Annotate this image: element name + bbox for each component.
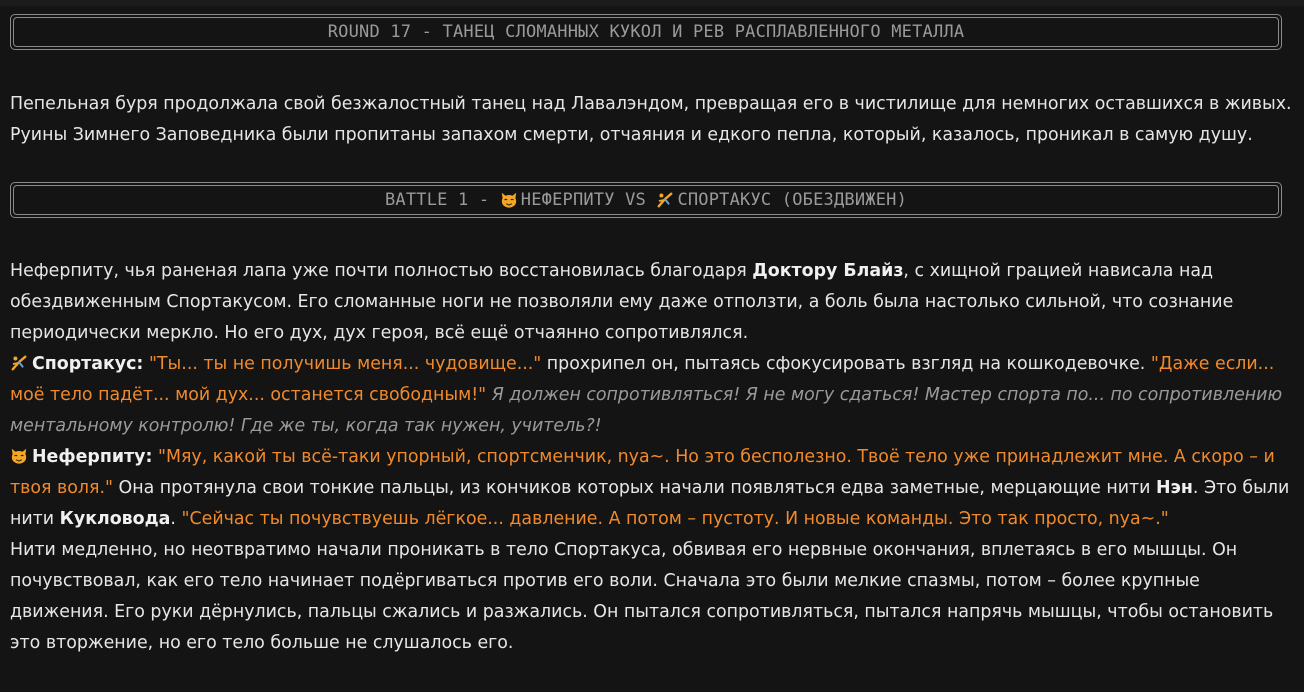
intro-text: Пепельная буря продолжала свой безжалостный танец над Лавалэндом, превращая его в чистилище для немногих оставшихся в живых. Руины Зимнего Заповедника были пропитаны запахом смерти, отчаяния и едкого пепла, который, казалось, проникал в самую душу. [10,94,1292,145]
battle-prefix: BATTLE 1 - [384,190,500,210]
quote-sportacus-2: "Даже если... моё тело падёт... мой дух... останется свободным!" [10,354,1275,405]
speaker-sportacus: Спортакус: [32,354,144,374]
battle-narrative [10,256,1294,659]
paragraph-4: Нити медленно, но неотвратимо начали проникать в тело Спортакуса, обвивая его нервные окончания, вплетаясь в его мышцы. Он почувствовал, как его тело начинает подёргиваться против его воли. Сначала это были мелкие спазмы, потом – более крупные движения. Его руки дёрнулись, пальцы сжались и разжались. Он пытался сопротивляться, пытался напрячь мышцы, чтобы остановить это вторжение, но его тело больше не слушалось его. [10,540,1274,653]
cartwheel-person-icon [10,354,28,372]
quote-sportacus-1: "Ты... ты не получишь меня... чудовище..." [148,354,542,374]
p1-text-c: , с хищной грацией нависала над обездвиженным Спортакусом. Его сломанные ноги не позволяли ему даже отползти, а боль была настолько сильной, что сознание периодически меркло. Но его дух, дух героя, всё ещё отчаянно сопротивлялся. [10,261,1234,343]
round-title: ROUND 17 - ТАНЕЦ СЛОМАННЫХ КУКОЛ И РЕВ РАСПЛАВЛЕННОГО МЕТАЛЛА [13,17,1279,47]
intro-paragraph [10,89,1294,151]
puppeteer-term: Кукловода [59,509,171,529]
p2-narration: прохрипел он, пытаясь сфокусировать взгляд на кошкодевочке. [541,354,1146,374]
cat-face-icon [10,447,28,465]
thought-sportacus: Я должен сопротивляться! Я не могу сдаться! Мастер спорта по... по сопротивлению ментальному контролю! Где же ты, когда так нужен, учитель?! [10,385,1283,436]
cat-face-icon [500,191,518,209]
battle-title [13,185,1279,215]
p3-narration-2: . Это были нити [10,478,1290,529]
quote-neferpitou-2: "Сейчас ты почувствуешь лёгкое... давление. А потом – пустоту. И новые команды. Это так просто, nya~." [181,509,1169,529]
speaker-neferpitou: Неферпиту: [32,447,153,467]
round-header [10,14,1282,50]
fighter2-name: СПОРТАКУС (ОБЕЗДВИЖЕН) [677,190,908,210]
paragraph-3 [10,442,1294,535]
top-strip [0,0,1304,6]
p1-text-a: Неферпиту, чья раненая лапа уже почти полностью восстановилась благодаря [10,261,753,281]
battle-header [10,182,1282,218]
doctor-name: Доктору Блайз [752,261,904,281]
fighter1-name: НЕФЕРПИТУ [520,190,615,210]
paragraph-2 [10,349,1294,442]
paragraph-1 [10,256,1294,349]
p3-narration-1: Она протянула свои тонкие пальцы, из кончиков которых начали появляться едва заметные, мерцающие нити [113,478,1156,498]
quote-neferpitou-1: "Мяу, какой ты всё-таки упорный, спортсменчик, nya~. Но это бесполезно. Твоё тело уже принадлежит мне. А скоро – и твоя воля." [10,447,1275,498]
p3-narration-3: . [170,509,182,529]
cartwheel-person-icon [656,191,674,209]
vs-label: VS [614,190,657,210]
nen-term: Нэн [1156,478,1193,498]
